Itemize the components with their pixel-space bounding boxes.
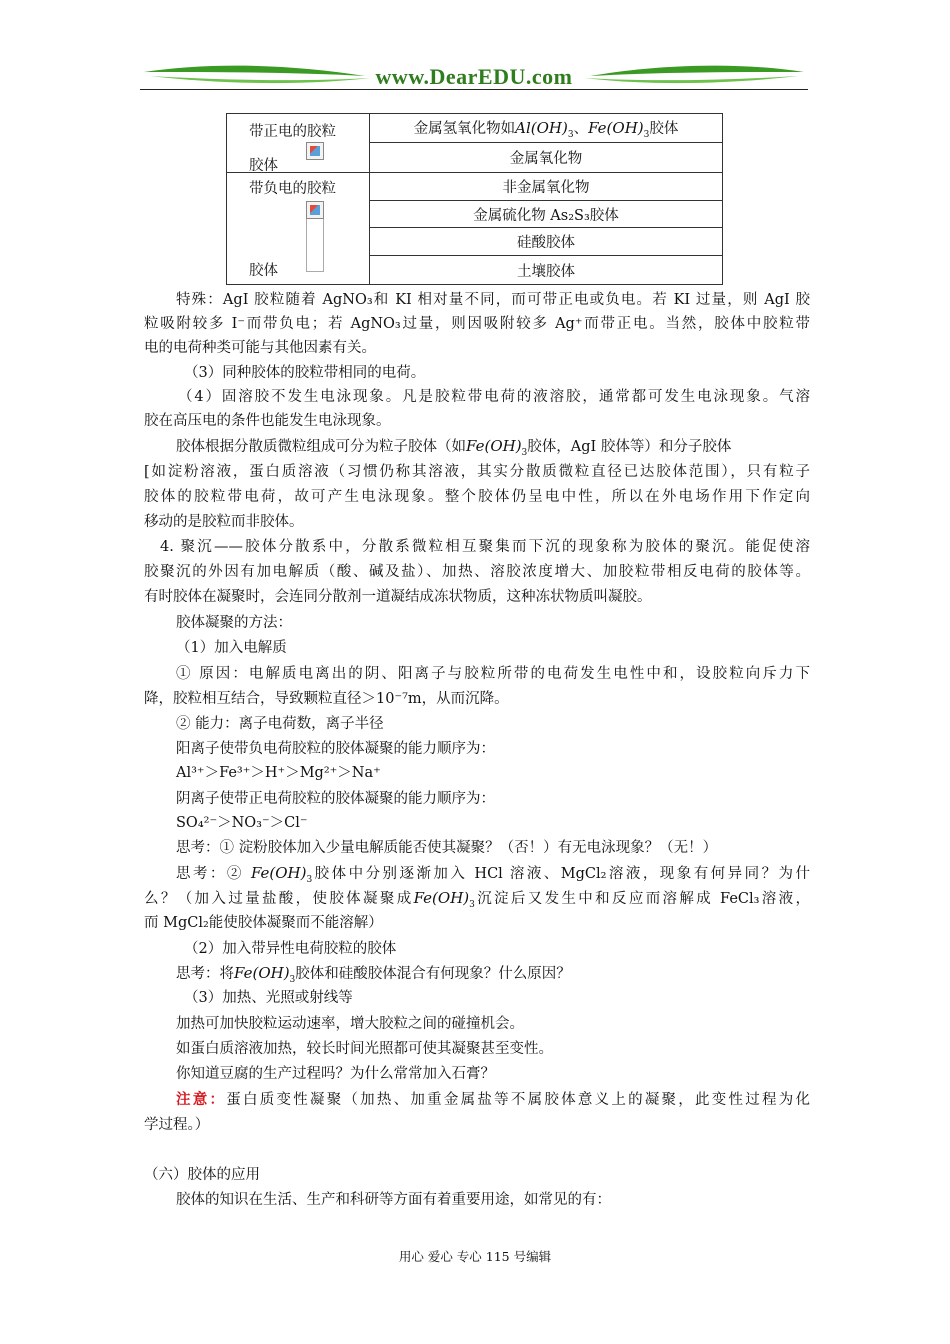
colloid-charge-table: [226, 113, 723, 285]
table-row: 土壤胶体: [370, 256, 723, 285]
paragraph-line: ② 能力：离子电荷数，离子半径: [176, 716, 384, 732]
section-heading: （六）胶体的应用: [144, 1167, 260, 1183]
paragraph-line: 粒吸附较多 I⁻而带负电；若 AgNO₃过量，则因吸附较多 Ag⁺而带正电。当然，胶体中胶粒带: [144, 316, 810, 332]
paragraph-line: 阴离子使带正电荷胶粒的胶体凝聚的能力顺序为：: [176, 791, 495, 807]
paragraph-line: 4. 聚沉——胶体分散系中，分散系微粒相互聚集而下沉的现象称为胶体的聚沉。能促使溶: [160, 539, 810, 555]
section-heading: 胶体凝聚的方法：: [176, 615, 292, 631]
paragraph-line: 如蛋白质溶液加热，较长时间光照都可使其凝聚甚至变性。: [176, 1041, 553, 1057]
positive-label-line2: 胶体: [249, 158, 278, 174]
paragraph-line: 胶体的知识在生活、生产和科研等方面有着重要用途，如常见的有：: [176, 1192, 611, 1208]
paragraph-line: 胶体根据分散质微粒组成可分为粒子胶体（如$Fe(OH)_3$胶体，AgI 胶体等）和分子胶体: [176, 437, 732, 458]
table-row-metal-oxide: 金属氧化物: [370, 143, 723, 173]
header-banner: [140, 58, 808, 94]
positive-colloid-cell: [227, 114, 370, 173]
image-frame: [306, 219, 324, 272]
paragraph-line: ① 原因：电解质电离出的阴、阳离子与胶粒所带的电荷发生电性中和，设胶粒向斥力下: [176, 666, 810, 682]
ion-order: Al³⁺＞Fe³⁺＞H⁺＞Mg²⁺＞Na⁺: [176, 765, 381, 781]
paragraph-line: 么？（加入过量盐酸，使胶体凝聚成$Fe(OH)_3$沉淀后又发生中和反应而溶解成 FeCl₃溶液，: [144, 889, 810, 910]
formula-fe-oh: Fe(OH): [588, 118, 644, 137]
note-line: 学过程。）: [144, 1117, 210, 1133]
ion-order: SO₄²⁻＞NO₃⁻＞Cl⁻: [176, 815, 308, 831]
formula-al-oh: Al(OH): [515, 118, 568, 137]
note-line: 注意：蛋白质变性凝聚（加热、加重金属盐等不属胶体意义上的凝聚，此变性过程为化: [176, 1091, 811, 1108]
paragraph-line: （3）同种胶体的胶粒带相同的电荷。: [184, 365, 426, 381]
table-row: 金属硫化物 As₂S₃胶体: [370, 201, 723, 228]
formula-fe-oh: Fe(OH): [250, 864, 307, 882]
note-label: 注意：: [176, 1091, 227, 1108]
paragraph-line: 思考：② $Fe(OH)_3$胶体中分别逐渐加入 HCl 溶液、MgCl₂溶液，现象有何异同？为什: [176, 864, 810, 885]
formula-fe-oh: Fe(OH): [466, 437, 522, 455]
subheading: （2）加入带异性电荷胶粒的胶体: [184, 941, 397, 957]
paragraph-line: 有时胶体在凝聚时，会连同分散剂一道凝结成冻状物质，这种冻状物质叫凝胶。: [144, 589, 652, 605]
image-placeholder-icon: [306, 201, 324, 219]
paragraph-line: 特殊：AgI 胶粒随着 AgNO₃和 KI 相对量不同，而可带正电或负电。若 KI 过量，则 AgI 胶: [176, 292, 810, 308]
header-rule: [140, 89, 808, 90]
table-row-metal-hydroxide: 金属氢氧化物如$Al(OH)_3$、$Fe(OH)_3$胶体: [370, 114, 723, 143]
paragraph-line: 而 MgCl₂能使胶体凝聚而不能溶解）: [144, 915, 383, 931]
negative-label-line1: 带负电的胶粒: [249, 181, 336, 197]
table-row: 硅酸胶体: [370, 228, 723, 256]
paragraph-line: 阳离子使带负电荷胶粒的胶体凝聚的能力顺序为：: [176, 741, 495, 757]
page-footer: 用心 爱心 专心 115 号编辑: [398, 1249, 552, 1264]
image-placeholder-icon: [306, 142, 324, 160]
paragraph-line: [如淀粉溶液，蛋白质溶液（习惯仍称其溶液，其实分散质微粒直径已达胶体范围），只有粒子: [144, 464, 810, 480]
formula-fe-oh: Fe(OH): [234, 964, 290, 982]
subheading: （1）加入电解质: [176, 640, 287, 656]
paragraph-line: 思考：① 淀粉胶体加入少量电解质能否使其凝聚？（否！）有无电泳现象？（无！）: [176, 840, 718, 856]
paragraph-line: 胶聚沉的外因有加电解质（酸、碱及盐）、加热、溶胶浓度增大、加胶粒带相反电荷的胶体等。: [144, 564, 810, 580]
paragraph-line: 加热可加快胶粒运动速率，增大胶粒之间的碰撞机会。: [176, 1016, 524, 1032]
positive-label-line1: 带正电的胶粒: [249, 124, 336, 140]
paragraph-line: 胶在高压电的条件也能发生电泳现象。: [144, 413, 391, 429]
paragraph-line: 降，胶粒相互结合，导致颗粒直径＞10⁻⁷m，从而沉降。: [144, 691, 509, 707]
paragraph-line: 思考：将$Fe(OH)_3$胶体和硅酸胶体混合有何现象？什么原因？: [176, 964, 571, 985]
paragraph-line: （4）固溶胶不发生电泳现象。凡是胶粒带电荷的液溶胶，通常都可发生电泳现象。气溶: [178, 389, 810, 405]
site-logo-text: www.DearEDU.com: [375, 64, 573, 89]
table-row: 非金属氧化物: [370, 173, 723, 201]
paragraph-line: 你知道豆腐的生产过程吗？为什么常常加入石膏？: [176, 1066, 495, 1082]
negative-label-line2: 胶体: [249, 263, 278, 279]
subheading: （3）加热、光照或射线等: [184, 990, 353, 1006]
paragraph-line: 移动的是胶粒而非胶体。: [144, 514, 304, 530]
negative-colloid-cell: [227, 173, 370, 285]
paragraph-line: 胶体的胶粒带电荷，故可产生电泳现象。整个胶体仍呈电中性，所以在外电场作用下作定向: [144, 489, 810, 505]
formula-fe-oh: Fe(OH): [413, 889, 470, 907]
paragraph-line: 电的电荷种类可能与其他因素有关。: [144, 340, 376, 356]
